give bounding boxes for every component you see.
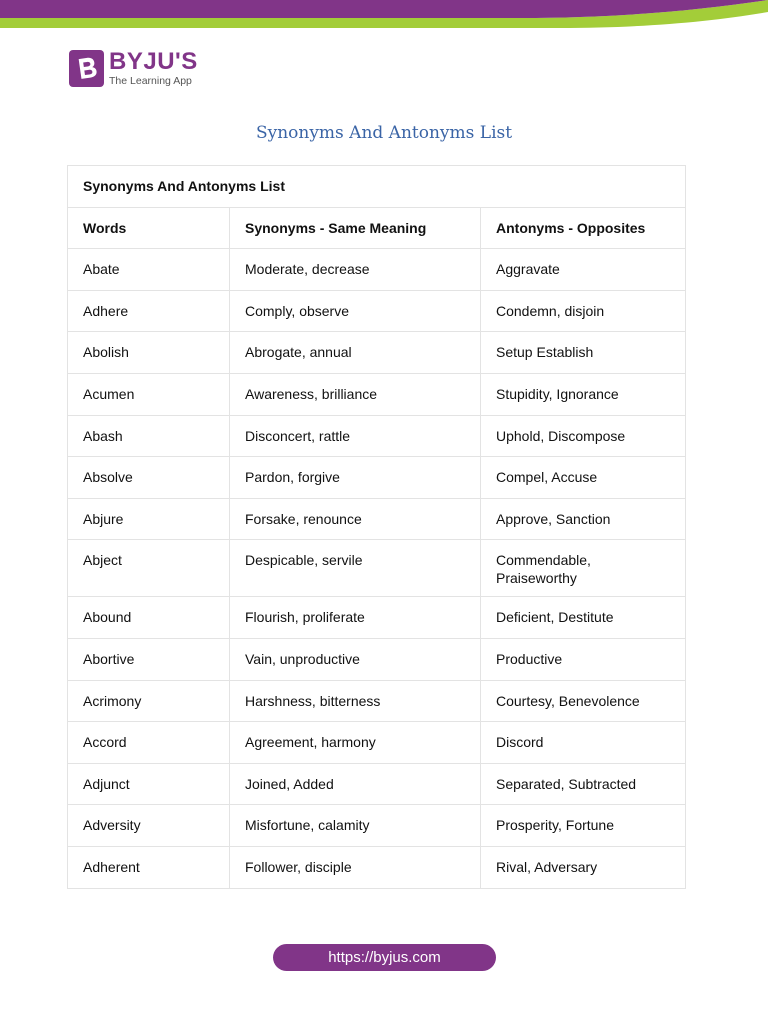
brand-logo-icon — [69, 50, 104, 87]
synonyms-cell: Follower, disciple — [230, 846, 481, 888]
table-row — [68, 332, 686, 374]
synonyms-cell: Vain, unproductive — [230, 638, 481, 680]
synonyms-antonyms-table — [67, 165, 686, 889]
table-row — [68, 373, 686, 415]
synonyms-cell: Pardon, forgive — [230, 457, 481, 499]
synonyms-cell: Joined, Added — [230, 763, 481, 805]
word-cell: Abjure — [68, 498, 230, 540]
brand-name: BYJU'S — [109, 47, 198, 75]
synonyms-cell: Comply, observe — [230, 290, 481, 332]
table-row — [68, 249, 686, 291]
word-cell: Abject — [68, 540, 230, 597]
synonyms-cell: Despicable, servile — [230, 540, 481, 597]
table-header-row — [68, 207, 686, 249]
antonyms-cell: Stupidity, Ignorance — [481, 373, 686, 415]
antonyms-cell: Deficient, Destitute — [481, 597, 686, 639]
word-cell: Adhere — [68, 290, 230, 332]
table-row — [68, 805, 686, 847]
table-row — [68, 415, 686, 457]
synonyms-cell: Forsake, renounce — [230, 498, 481, 540]
synonyms-cell: Disconcert, rattle — [230, 415, 481, 457]
column-header-antonyms: Antonyms - Opposites — [481, 207, 686, 249]
table-row — [68, 638, 686, 680]
word-cell: Adjunct — [68, 763, 230, 805]
table-row — [68, 722, 686, 764]
synonyms-cell: Agreement, harmony — [230, 722, 481, 764]
antonyms-cell: Separated, Subtracted — [481, 763, 686, 805]
brand-tagline: The Learning App — [109, 74, 192, 87]
synonyms-cell: Awareness, brilliance — [230, 373, 481, 415]
synonyms-cell: Misfortune, calamity — [230, 805, 481, 847]
brand-logo — [69, 48, 198, 88]
antonyms-cell: Prosperity, Fortune — [481, 805, 686, 847]
table-row — [68, 763, 686, 805]
word-cell: Abortive — [68, 638, 230, 680]
table-caption: Synonyms And Antonyms List — [68, 166, 686, 208]
table-row — [68, 498, 686, 540]
word-cell: Abolish — [68, 332, 230, 374]
antonyms-cell: Uphold, Discompose — [481, 415, 686, 457]
antonyms-cell: Productive — [481, 638, 686, 680]
word-cell: Acumen — [68, 373, 230, 415]
table-row — [68, 540, 686, 597]
antonyms-cell: Compel, Accuse — [481, 457, 686, 499]
column-header-words: Words — [68, 207, 230, 249]
synonyms-cell: Abrogate, annual — [230, 332, 481, 374]
table-row — [68, 290, 686, 332]
word-cell: Accord — [68, 722, 230, 764]
word-cell: Abound — [68, 597, 230, 639]
word-cell: Abate — [68, 249, 230, 291]
antonyms-cell: Aggravate — [481, 249, 686, 291]
word-cell: Acrimony — [68, 680, 230, 722]
antonyms-cell: Courtesy, Benevolence — [481, 680, 686, 722]
antonyms-cell: Commendable, Praiseworthy — [481, 540, 686, 597]
word-cell: Abash — [68, 415, 230, 457]
table-row — [68, 680, 686, 722]
synonyms-cell: Flourish, proliferate — [230, 597, 481, 639]
synonyms-cell: Moderate, decrease — [230, 249, 481, 291]
word-cell: Adversity — [68, 805, 230, 847]
table-row — [68, 457, 686, 499]
table-row — [68, 597, 686, 639]
antonyms-cell: Setup Establish — [481, 332, 686, 374]
table-row — [68, 846, 686, 888]
word-cell: Absolve — [68, 457, 230, 499]
column-header-synonyms: Synonyms - Same Meaning — [230, 207, 481, 249]
page-title: Synonyms And Antonyms List — [255, 123, 513, 143]
website-link-button[interactable]: https://byjus.com — [273, 944, 496, 971]
table-caption-row — [68, 166, 686, 208]
antonyms-cell: Rival, Adversary — [481, 846, 686, 888]
antonyms-cell: Approve, Sanction — [481, 498, 686, 540]
word-cell: Adherent — [68, 846, 230, 888]
synonyms-cell: Harshness, bitterness — [230, 680, 481, 722]
header-wave-band — [0, 0, 768, 30]
antonyms-cell: Discord — [481, 722, 686, 764]
antonyms-cell: Condemn, disjoin — [481, 290, 686, 332]
